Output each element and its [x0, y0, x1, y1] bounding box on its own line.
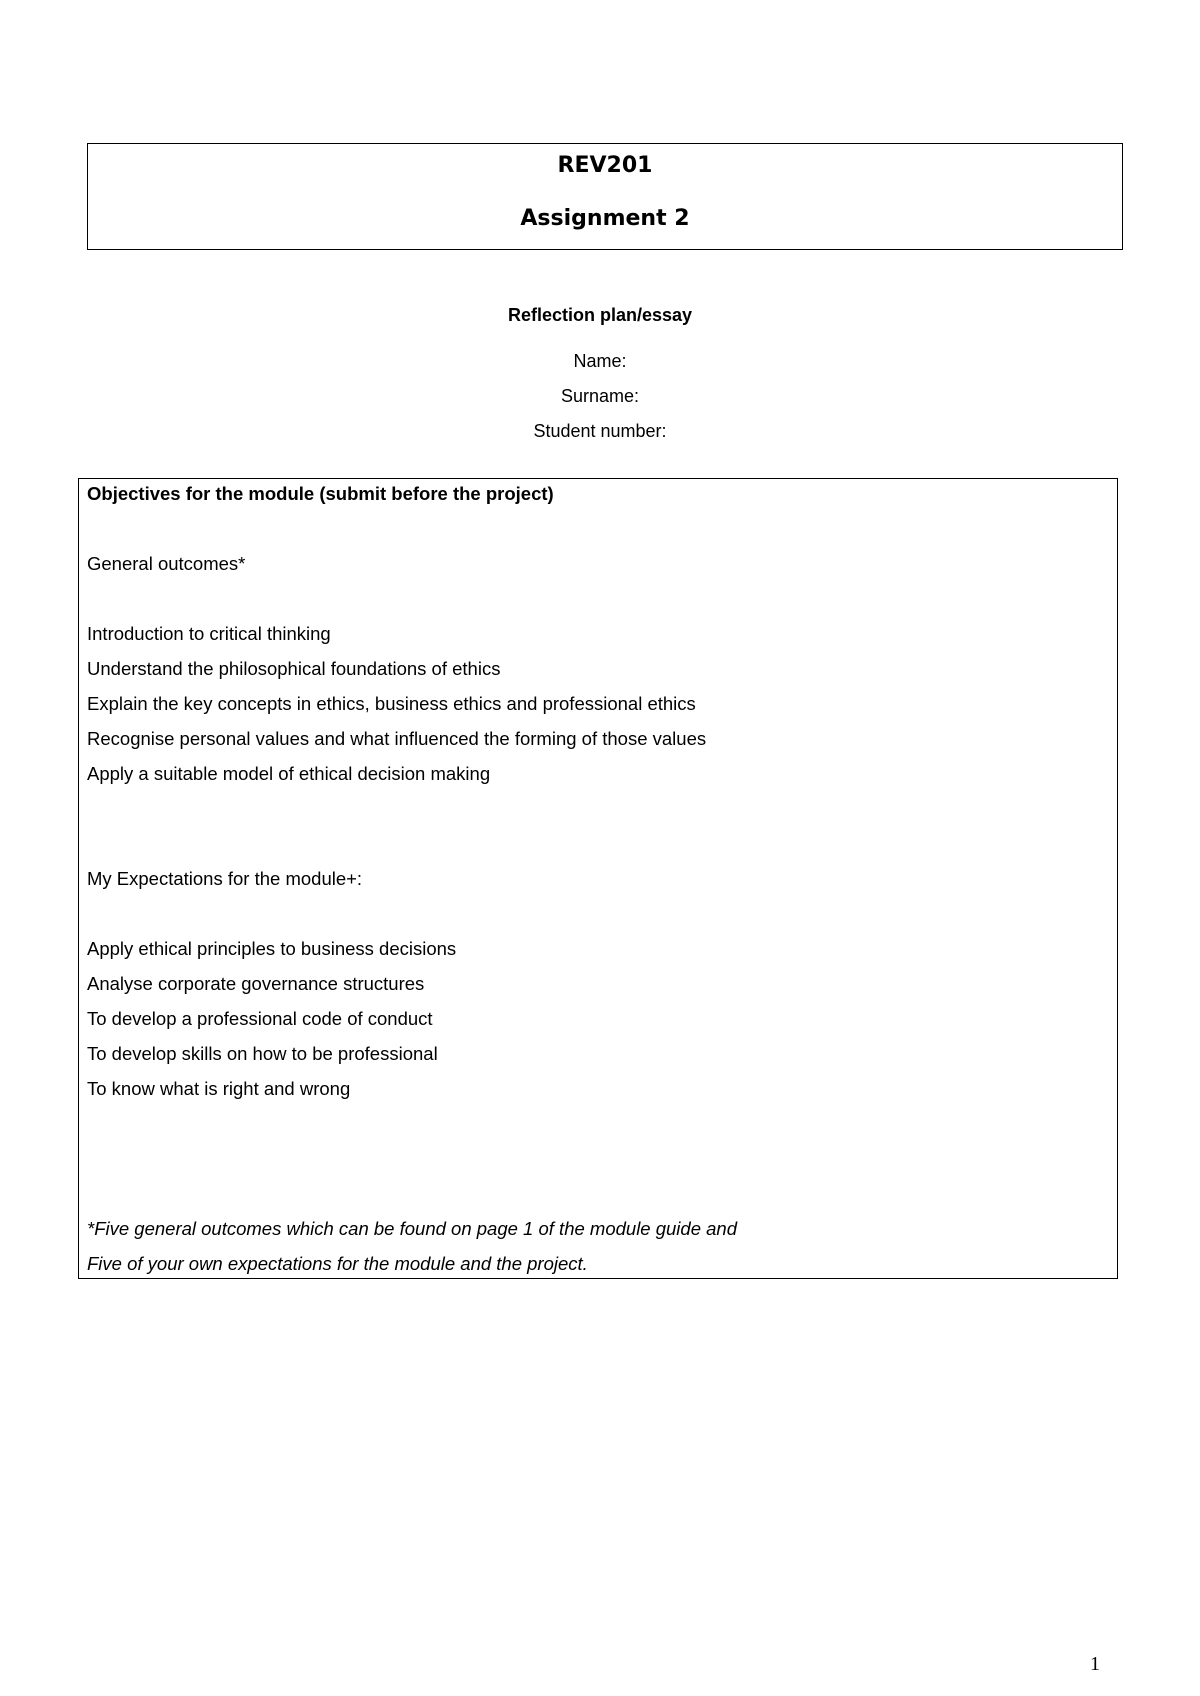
expectation-item: To know what is right and wrong	[87, 1078, 351, 1099]
course-code: REV201	[557, 153, 653, 178]
title-box	[87, 143, 1123, 250]
objectives-box	[78, 478, 1118, 1279]
general-outcomes-heading: General outcomes*	[87, 553, 246, 574]
general-outcome-item: Recognise personal values and what influenced the forming of those values	[87, 728, 707, 749]
expectation-item: To develop a professional code of conduct	[87, 1008, 433, 1029]
general-outcome-item: Understand the philosophical foundations of ethics	[87, 658, 501, 679]
footnote-line: *Five general outcomes which can be found on page 1 of the module guide and	[87, 1218, 738, 1239]
general-outcome-item: Apply a suitable model of ethical decision making	[87, 763, 491, 784]
general-outcome-item: Explain the key concepts in ethics, business ethics and professional ethics	[87, 693, 696, 714]
objectives-heading: Objectives for the module (submit before the project)	[87, 483, 554, 504]
general-outcome-item: Introduction to critical thinking	[87, 623, 331, 644]
expectation-item: To develop skills on how to be professional	[87, 1043, 438, 1064]
name-field-label: Name:	[573, 351, 627, 371]
expectations-heading: My Expectations for the module+:	[87, 868, 363, 889]
expectation-item: Analyse corporate governance structures	[87, 973, 425, 994]
assignment-title: Assignment 2	[520, 206, 690, 231]
document-subtitle: Reflection plan/essay	[507, 305, 693, 325]
footnote-line: Five of your own expectations for the module and the project.	[87, 1253, 588, 1274]
surname-field-label: Surname:	[560, 386, 640, 406]
student-number-field-label: Student number:	[533, 421, 667, 441]
expectation-item: Apply ethical principles to business decisions	[87, 938, 457, 959]
page-number: 1	[1090, 1653, 1100, 1675]
